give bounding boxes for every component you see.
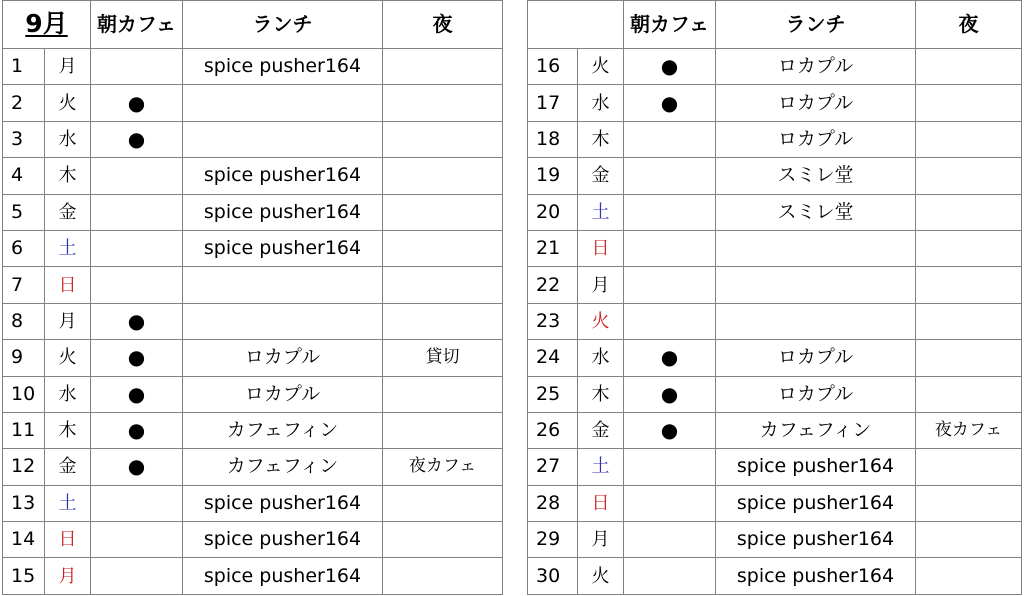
morning-cafe-dot-icon: ●: [91, 376, 183, 412]
lunch-cell: spice pusher164: [716, 485, 916, 521]
morning-cafe-cell: [624, 230, 716, 266]
date-cell: 22: [528, 267, 578, 303]
day-of-week-cell: 木: [45, 158, 91, 194]
day-of-week-cell: 水: [578, 85, 624, 121]
day-of-week-cell: 金: [578, 412, 624, 448]
night-cell: [916, 49, 1022, 85]
night-cell: [383, 522, 503, 558]
night-cell: [916, 121, 1022, 157]
date-cell: 7: [3, 267, 45, 303]
morning-cafe-dot-icon: ●: [91, 340, 183, 376]
lunch-cell: [183, 267, 383, 303]
day-of-week-cell: 火: [578, 49, 624, 85]
lunch-cell: ロカプル: [716, 121, 916, 157]
table-row: [3, 485, 503, 521]
header-row: [3, 1, 503, 49]
lunch-cell: [716, 267, 916, 303]
night-cell: [916, 230, 1022, 266]
night-cell: [916, 158, 1022, 194]
date-cell: 18: [528, 121, 578, 157]
morning-cafe-dot-icon: ●: [624, 340, 716, 376]
night-cell: [383, 49, 503, 85]
table-row: [3, 85, 503, 121]
table-row: [3, 230, 503, 266]
night-cell: 貸切: [383, 340, 503, 376]
night-cell: [383, 412, 503, 448]
day-of-week-cell: 火: [578, 558, 624, 594]
lunch-cell: ロカプル: [716, 49, 916, 85]
date-cell: 29: [528, 522, 578, 558]
day-of-week-cell: 月: [578, 522, 624, 558]
date-cell: 23: [528, 303, 578, 339]
day-of-week-cell: 日: [578, 485, 624, 521]
header-morning-cafe: 朝カフェ: [624, 1, 716, 49]
day-of-week-cell: 金: [578, 158, 624, 194]
day-of-week-cell: 日: [45, 267, 91, 303]
morning-cafe-cell: [91, 230, 183, 266]
table-row: [528, 412, 1022, 448]
night-cell: [916, 340, 1022, 376]
day-of-week-cell: 土: [45, 485, 91, 521]
day-of-week-cell: 日: [45, 522, 91, 558]
night-cell: [916, 194, 1022, 230]
day-of-week-cell: 土: [578, 449, 624, 485]
date-cell: 2: [3, 85, 45, 121]
lunch-cell: spice pusher164: [183, 194, 383, 230]
lunch-cell: spice pusher164: [716, 449, 916, 485]
header-lunch: ランチ: [716, 1, 916, 49]
lunch-cell: [716, 230, 916, 266]
lunch-cell: スミレ堂: [716, 158, 916, 194]
morning-cafe-cell: [624, 158, 716, 194]
night-cell: [916, 85, 1022, 121]
lunch-cell: [716, 303, 916, 339]
lunch-cell: [183, 303, 383, 339]
table-row: [528, 267, 1022, 303]
morning-cafe-cell: [624, 194, 716, 230]
night-cell: 夜カフェ: [916, 412, 1022, 448]
morning-cafe-cell: [624, 121, 716, 157]
date-cell: 21: [528, 230, 578, 266]
date-cell: 13: [3, 485, 45, 521]
day-of-week-cell: 水: [578, 340, 624, 376]
table-row: [528, 303, 1022, 339]
night-cell: [916, 267, 1022, 303]
morning-cafe-cell: [624, 485, 716, 521]
morning-cafe-cell: [91, 194, 183, 230]
table-row: [3, 194, 503, 230]
morning-cafe-cell: [91, 158, 183, 194]
date-cell: 9: [3, 340, 45, 376]
lunch-cell: spice pusher164: [716, 522, 916, 558]
morning-cafe-dot-icon: ●: [91, 303, 183, 339]
day-of-week-cell: 土: [578, 194, 624, 230]
night-cell: [383, 303, 503, 339]
lunch-cell: カフェフィン: [716, 412, 916, 448]
table-row: [3, 121, 503, 157]
lunch-cell: ロカプル: [716, 340, 916, 376]
morning-cafe-cell: [624, 267, 716, 303]
table-row: [3, 158, 503, 194]
day-of-week-cell: 木: [578, 121, 624, 157]
day-of-week-cell: 火: [578, 303, 624, 339]
blank-header-cell: [528, 1, 624, 49]
night-cell: [383, 85, 503, 121]
header-row: [528, 1, 1022, 49]
date-cell: 6: [3, 230, 45, 266]
date-cell: 12: [3, 449, 45, 485]
date-cell: 4: [3, 158, 45, 194]
night-cell: 夜カフェ: [383, 449, 503, 485]
table-row: [3, 267, 503, 303]
header-morning-cafe: 朝カフェ: [91, 1, 183, 49]
night-cell: [383, 558, 503, 594]
lunch-cell: spice pusher164: [716, 558, 916, 594]
night-cell: [916, 485, 1022, 521]
morning-cafe-dot-icon: ●: [624, 85, 716, 121]
night-cell: [916, 376, 1022, 412]
table-row: [3, 558, 503, 594]
table-row: [528, 121, 1022, 157]
day-of-week-cell: 月: [45, 303, 91, 339]
morning-cafe-dot-icon: ●: [624, 376, 716, 412]
day-of-week-cell: 木: [578, 376, 624, 412]
date-cell: 30: [528, 558, 578, 594]
date-cell: 17: [528, 85, 578, 121]
day-of-week-cell: 金: [45, 449, 91, 485]
morning-cafe-dot-icon: ●: [624, 412, 716, 448]
date-cell: 27: [528, 449, 578, 485]
calendar-table-first-half: [2, 0, 503, 595]
date-cell: 10: [3, 376, 45, 412]
table-row: [528, 230, 1022, 266]
day-of-week-cell: 月: [45, 558, 91, 594]
lunch-cell: ロカプル: [716, 85, 916, 121]
table-row: [3, 340, 503, 376]
date-cell: 1: [3, 49, 45, 85]
lunch-cell: spice pusher164: [183, 522, 383, 558]
morning-cafe-cell: [91, 558, 183, 594]
night-cell: [916, 449, 1022, 485]
table-row: [3, 522, 503, 558]
night-cell: [383, 485, 503, 521]
table-row: [3, 49, 503, 85]
morning-cafe-dot-icon: ●: [91, 412, 183, 448]
day-of-week-cell: 金: [45, 194, 91, 230]
date-cell: 24: [528, 340, 578, 376]
morning-cafe-cell: [624, 558, 716, 594]
lunch-cell: カフェフィン: [183, 449, 383, 485]
lunch-cell: ロカプル: [183, 376, 383, 412]
table-row: [528, 340, 1022, 376]
table-row: [528, 485, 1022, 521]
morning-cafe-cell: [91, 522, 183, 558]
night-cell: [916, 303, 1022, 339]
date-cell: 14: [3, 522, 45, 558]
morning-cafe-cell: [624, 449, 716, 485]
night-cell: [383, 267, 503, 303]
table-row: [528, 376, 1022, 412]
header-night: 夜: [916, 1, 1022, 49]
lunch-cell: spice pusher164: [183, 230, 383, 266]
day-of-week-cell: 土: [45, 230, 91, 266]
date-cell: 20: [528, 194, 578, 230]
lunch-cell: スミレ堂: [716, 194, 916, 230]
table-row: [3, 412, 503, 448]
morning-cafe-dot-icon: ●: [624, 49, 716, 85]
night-cell: [383, 158, 503, 194]
table-row: [3, 449, 503, 485]
morning-cafe-cell: [91, 267, 183, 303]
morning-cafe-dot-icon: ●: [91, 449, 183, 485]
day-rows: [3, 49, 503, 595]
night-cell: [916, 558, 1022, 594]
morning-cafe-cell: [624, 522, 716, 558]
lunch-cell: ロカプル: [716, 376, 916, 412]
date-cell: 11: [3, 412, 45, 448]
table-row: [528, 85, 1022, 121]
day-of-week-cell: 火: [45, 340, 91, 376]
date-cell: 26: [528, 412, 578, 448]
day-of-week-cell: 月: [578, 267, 624, 303]
date-cell: 8: [3, 303, 45, 339]
table-row: [528, 194, 1022, 230]
month-title: 9月: [25, 9, 68, 38]
day-of-week-cell: 火: [45, 85, 91, 121]
table-row: [528, 49, 1022, 85]
lunch-cell: spice pusher164: [183, 558, 383, 594]
lunch-cell: カフェフィン: [183, 412, 383, 448]
morning-cafe-dot-icon: ●: [91, 85, 183, 121]
date-cell: 15: [3, 558, 45, 594]
date-cell: 19: [528, 158, 578, 194]
lunch-cell: spice pusher164: [183, 158, 383, 194]
lunch-cell: spice pusher164: [183, 49, 383, 85]
lunch-cell: [183, 85, 383, 121]
month-title-cell: [3, 1, 91, 49]
day-of-week-cell: 水: [45, 376, 91, 412]
table-row: [3, 376, 503, 412]
lunch-cell: ロカプル: [183, 340, 383, 376]
day-of-week-cell: 木: [45, 412, 91, 448]
night-cell: [383, 194, 503, 230]
date-cell: 28: [528, 485, 578, 521]
lunch-cell: spice pusher164: [183, 485, 383, 521]
morning-cafe-cell: [91, 49, 183, 85]
date-cell: 3: [3, 121, 45, 157]
calendar-table-second-half: [527, 0, 1022, 595]
table-row: [528, 558, 1022, 594]
table-row: [528, 449, 1022, 485]
night-cell: [383, 230, 503, 266]
table-row: [528, 522, 1022, 558]
night-cell: [383, 376, 503, 412]
night-cell: [383, 121, 503, 157]
night-cell: [916, 522, 1022, 558]
header-night: 夜: [383, 1, 503, 49]
lunch-cell: [183, 121, 383, 157]
morning-cafe-dot-icon: ●: [91, 121, 183, 157]
day-of-week-cell: 水: [45, 121, 91, 157]
morning-cafe-cell: [91, 485, 183, 521]
date-cell: 25: [528, 376, 578, 412]
header-lunch: ランチ: [183, 1, 383, 49]
day-of-week-cell: 月: [45, 49, 91, 85]
day-rows: [528, 49, 1022, 595]
day-of-week-cell: 日: [578, 230, 624, 266]
table-row: [3, 303, 503, 339]
morning-cafe-cell: [624, 303, 716, 339]
date-cell: 16: [528, 49, 578, 85]
date-cell: 5: [3, 194, 45, 230]
table-row: [528, 158, 1022, 194]
